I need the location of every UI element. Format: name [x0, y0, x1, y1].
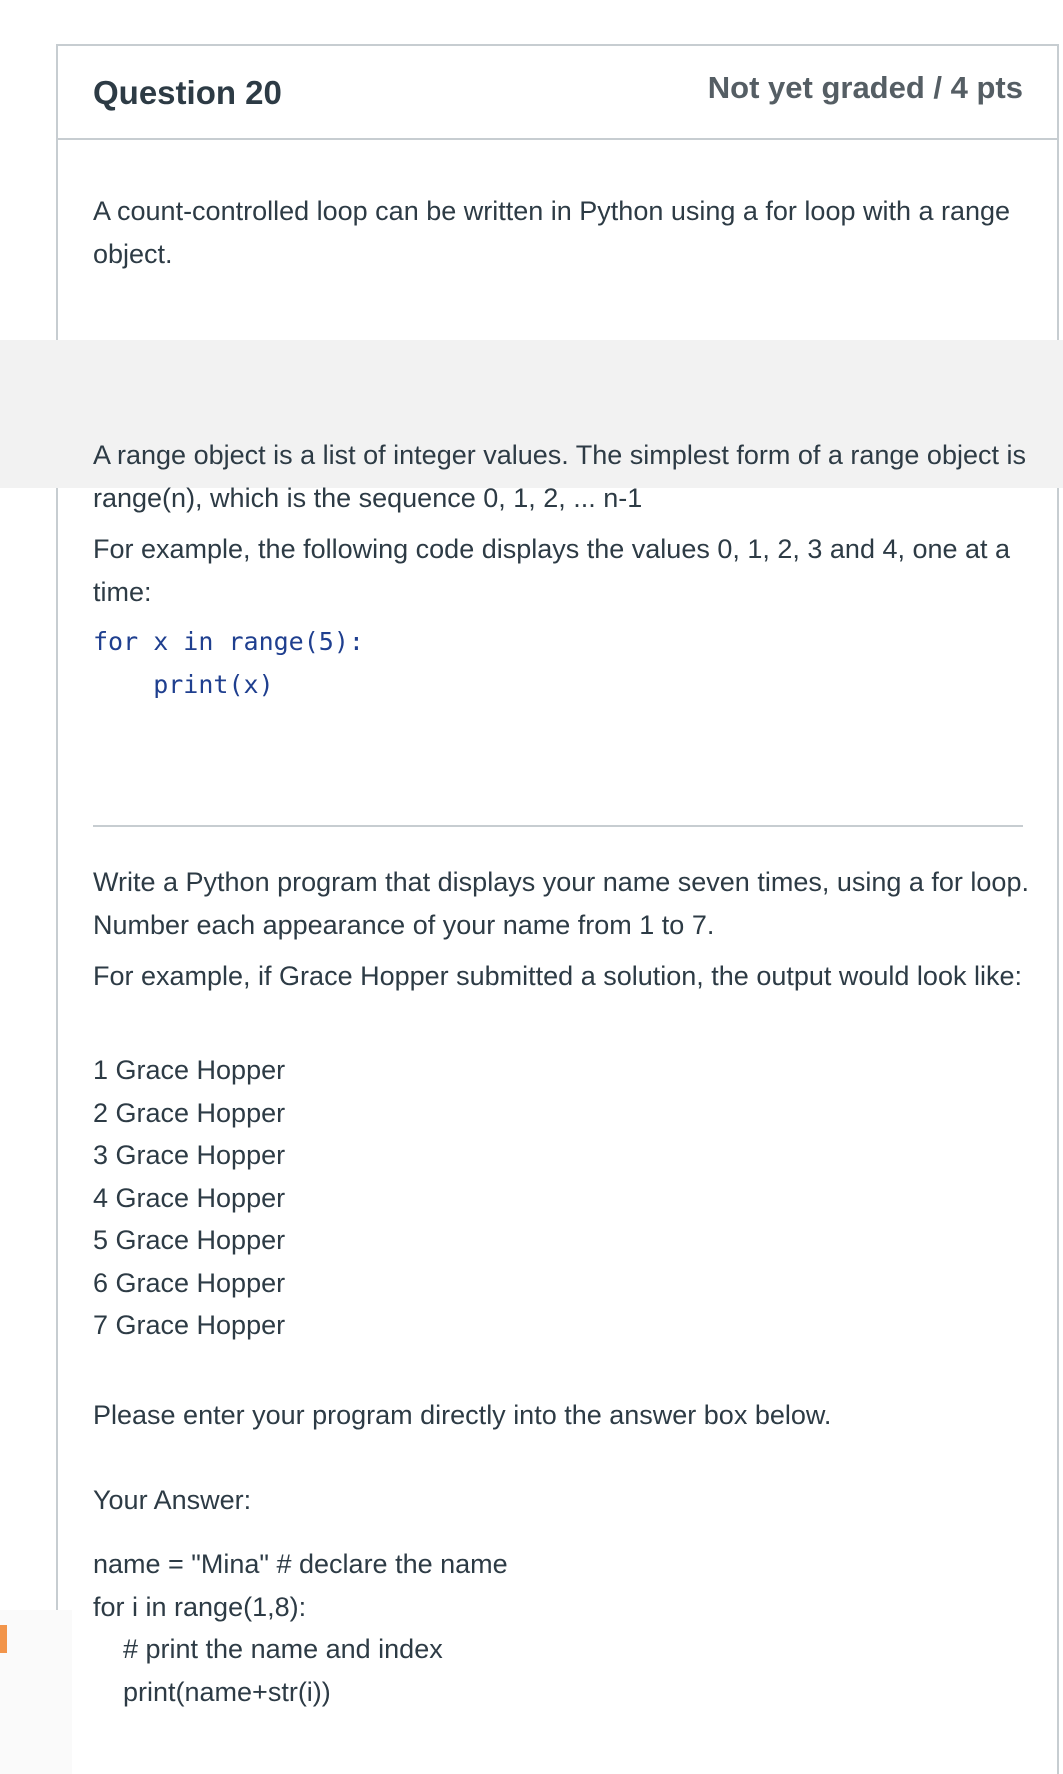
code-line: print(x): [93, 670, 274, 699]
edge-marker: [0, 1625, 7, 1653]
question-card-top: [56, 44, 1059, 354]
answer-code-line: # print the name and index: [123, 1634, 443, 1664]
list-item: 4 Grace Hopper: [93, 1182, 286, 1213]
sample-output-intro: For example, if Grace Hopper submitted a solution, the output would look like:: [93, 961, 1022, 991]
cropped-margin: [0, 1610, 72, 1774]
example-intro-paragraph: For example, the following code displays the values 0, 1, 2, 3 and 4, one at a time:: [93, 534, 1011, 607]
instructions-paragraph: Please enter your program directly into the answer box below.: [93, 1400, 832, 1430]
question-intro-text: A count-controlled loop can be written in Python using a for loop with a range object.: [93, 196, 1011, 269]
section-divider: [93, 825, 1023, 827]
list-item: 1 Grace Hopper: [93, 1055, 286, 1085]
list-item: 3 Grace Hopper: [93, 1140, 286, 1170]
answer-content: [93, 1543, 1033, 1713]
question-title: Question 20: [93, 74, 282, 111]
list-item: 7 Grace Hopper: [93, 1310, 286, 1340]
sample-output-list: [93, 1049, 1033, 1347]
list-item: 5 Grace Hopper: [93, 1225, 286, 1255]
answer-label: Your Answer:: [93, 1485, 252, 1515]
example-code-block: [93, 620, 364, 706]
question-card-body: [56, 440, 1059, 1774]
list-item: 2 Grace Hopper: [93, 1097, 286, 1128]
range-explanation-paragraph: A range object is a list of integer values. The simplest form of a range object is range(n), which is the sequence 0, 1, 2, ... n-1: [93, 440, 1026, 513]
question-header: [58, 46, 1057, 140]
code-line: for x in range(5):: [93, 627, 364, 656]
list-item: 6 Grace Hopper: [93, 1267, 286, 1298]
answer-code-line: name = "Mina" # declare the name: [93, 1549, 508, 1579]
question-points-status: Not yet graded / 4 pts: [707, 70, 1023, 105]
answer-code-line: for i in range(1,8):: [93, 1591, 307, 1622]
assignment-paragraph: Write a Python program that displays your name seven times, using a for loop. Number each appearance of your name from 1 to 7.: [93, 867, 1029, 940]
answer-code-line: print(name+str(i)): [123, 1676, 331, 1707]
